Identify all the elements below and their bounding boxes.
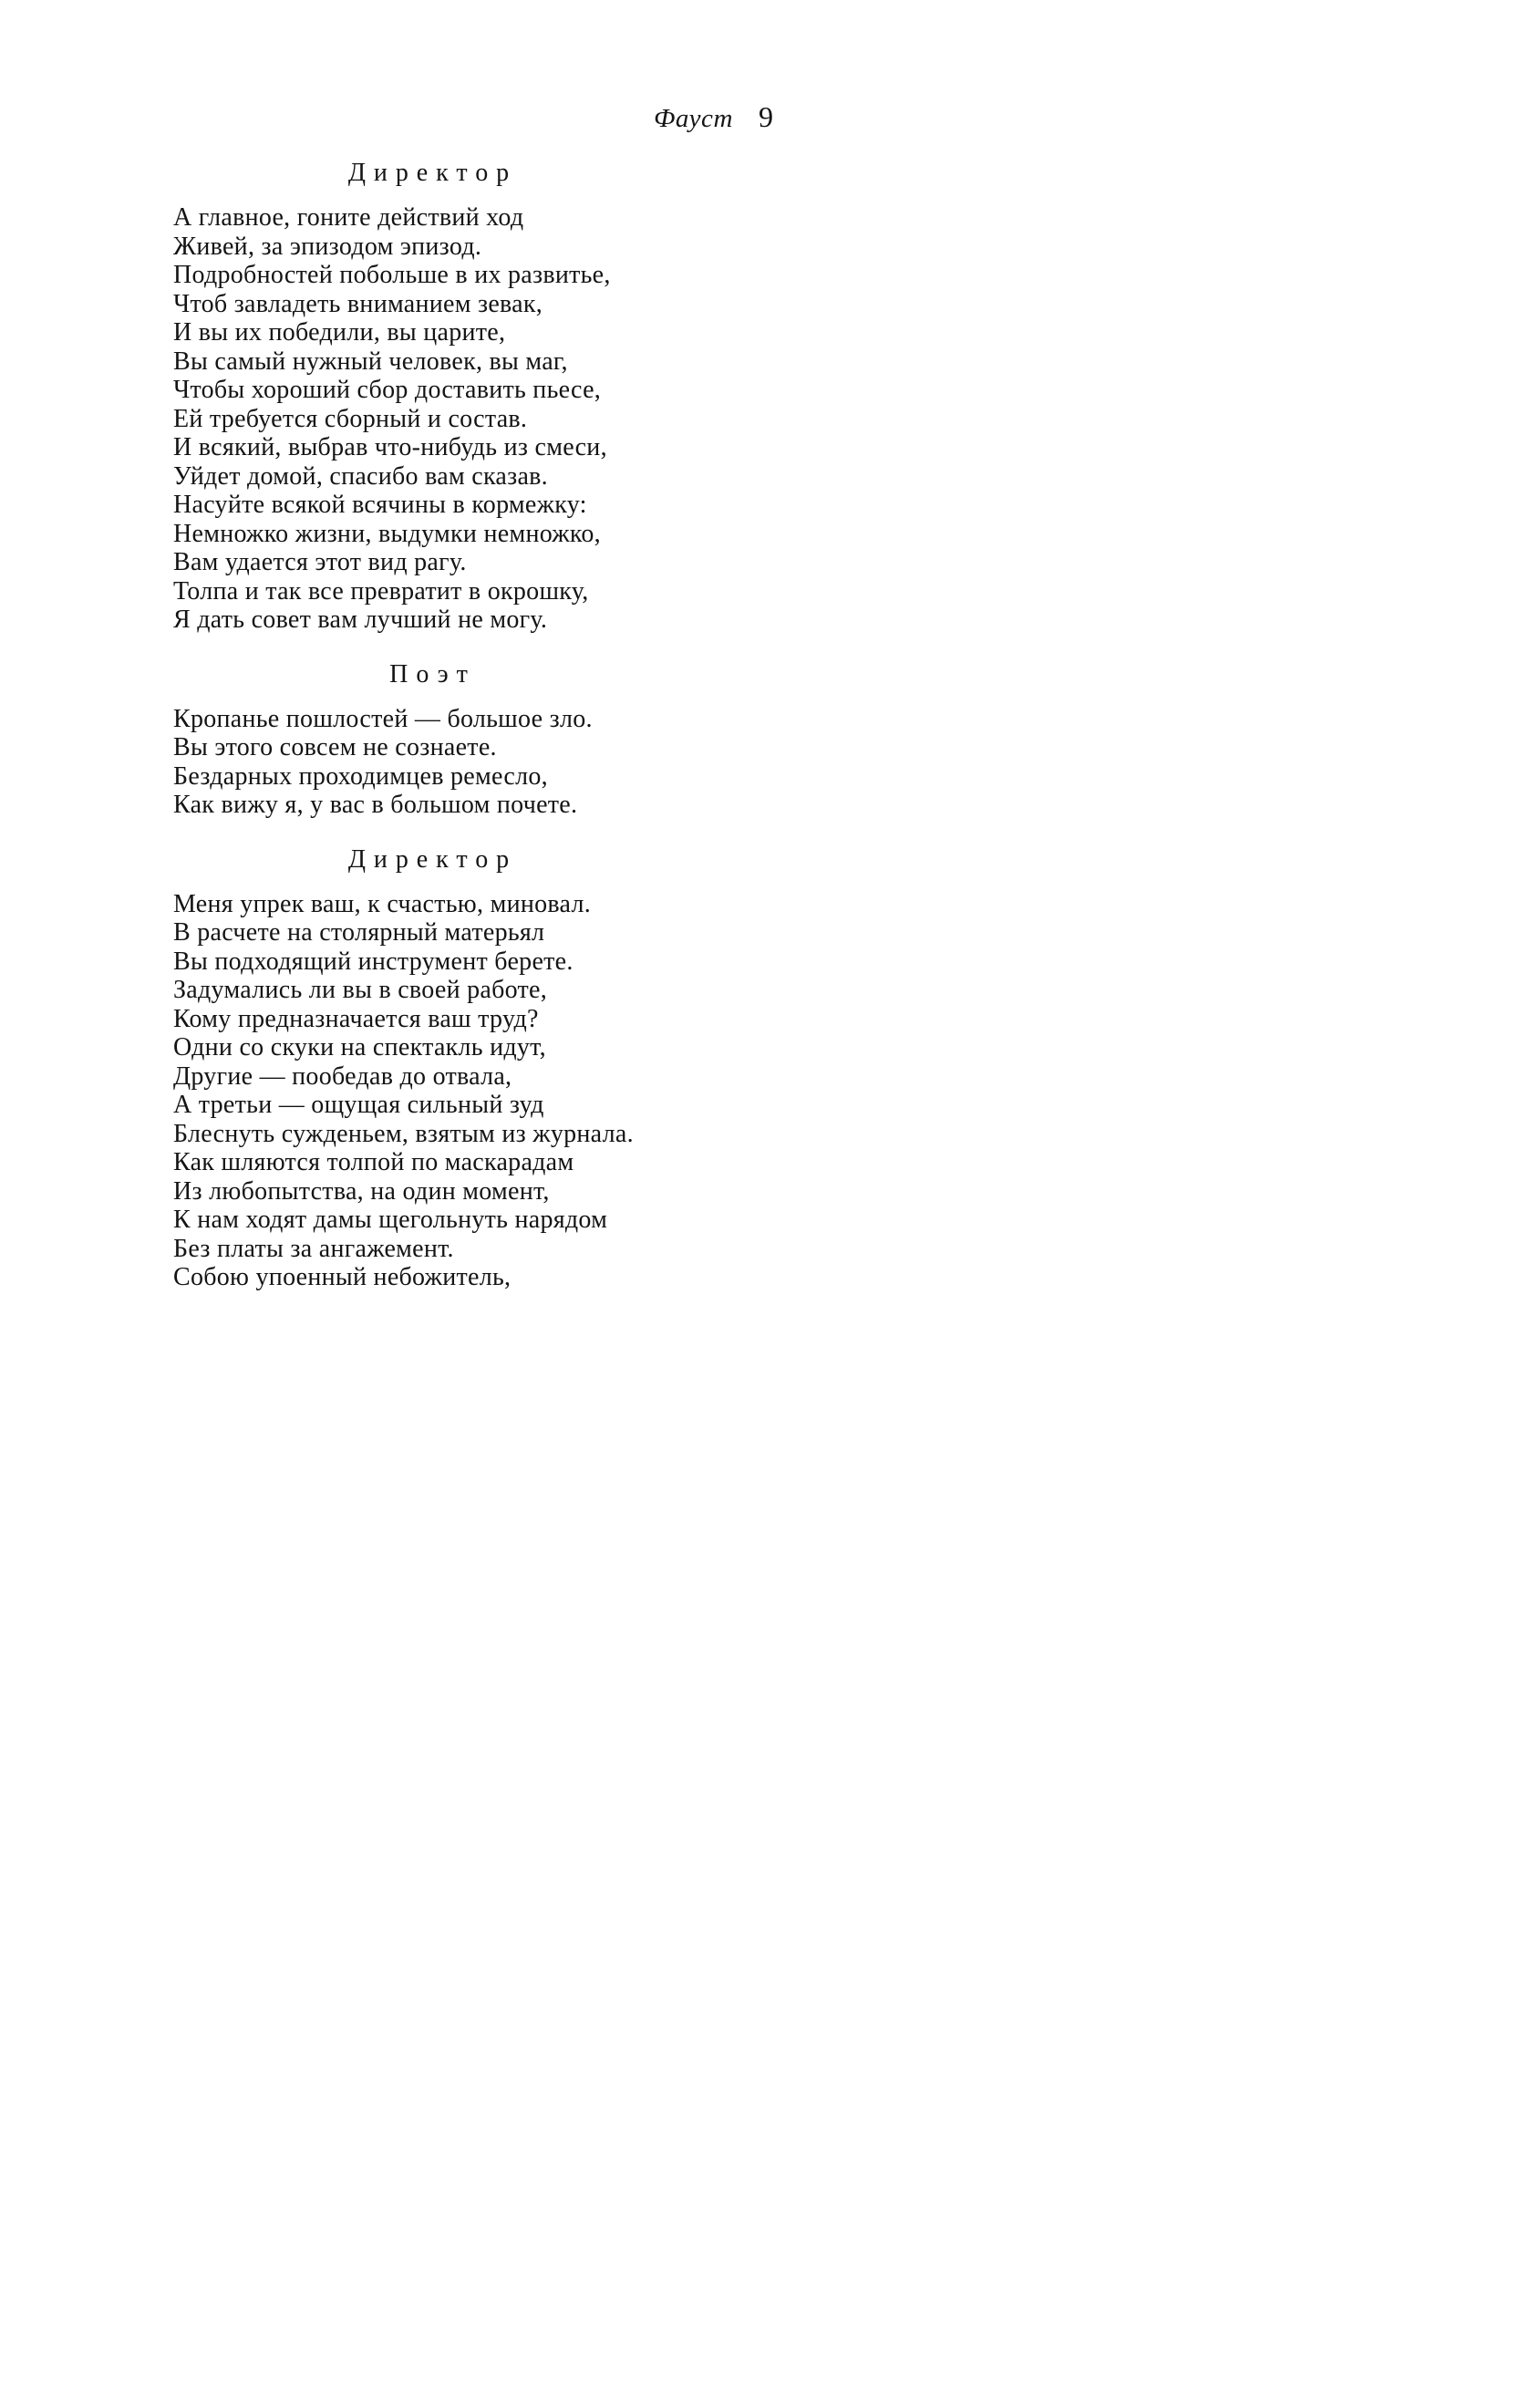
verse-line: Задумались ли вы в своей работе, [173,976,548,1004]
verse-line: Вы этого совсем не сознаете. [173,733,497,761]
dialogue-section [173,159,773,635]
verse-line: Толпа и так все превратит в окрошку, [173,576,589,606]
verse-line: Вы самый нужный человек, вы маг, [173,347,568,376]
verse-line: Насуйте всякой всячины в кормежку: [173,491,587,519]
verse-line: Другие — пообедав до отвала, [173,1061,512,1091]
verse-line: Меня упрек ваш, к счастью, миновал. [173,889,591,918]
speaker-name: Директор [347,844,518,874]
verse-line: Без платы за ангажемент. [173,1234,454,1263]
verse-line: Я дать совет вам лучший не могу. [173,606,548,634]
verse-line: А третьи — ощущая сильный зуд [173,1091,544,1119]
speaker-name: Поэт [389,659,476,689]
verse-line: Из любопытства, на один момент, [173,1176,550,1206]
verse-line: Живей, за эпизодом эпизод. [173,232,482,261]
verse-line: Чтоб завладеть вниманием зевак, [173,289,543,318]
verse-line: В расчете на столярный матерьял [173,918,545,947]
verse-line: Чтобы хороший сбор доставить пьесе, [173,376,602,404]
verse-line: Собою упоенный небожитель, [173,1263,512,1291]
verse-line: И всякий, выбрав что-нибудь из смеси, [173,433,607,461]
verse-line: Подробностей побольше в их развитье, [173,261,611,289]
verse-line: К нам ходят дамы щегольнуть нарядом [173,1206,608,1234]
speaker-name: Директор [347,159,518,187]
verse-line: Кропанье пошлостей — большое зло. [173,704,593,733]
verse-line: Как вижу я, у вас в большом почете. [173,791,578,819]
page-content [173,159,773,1292]
verse-line: Вам удается этот вид рагу. [173,548,467,576]
verse-line: Одни со скуки на спектакль идут, [173,1033,546,1061]
running-title: Фауст [653,104,733,133]
verse-line: Немножко жизни, выдумки немножко, [173,519,601,548]
page-number: 9 [759,100,773,133]
verse-line: Ей требуется сборный и состав. [173,404,528,433]
dialogue-section [173,660,773,820]
verse-line: И вы их победили, вы царите, [173,318,506,347]
text-block [173,100,773,1292]
verse-line: Вы подходящий инструмент берете. [173,947,574,976]
verse-line: Уйдет домой, спасибо вам сказав. [173,461,548,491]
verse-line: Кому предназначается ваш труд? [173,1004,539,1033]
dialogue-section [173,845,773,1292]
verse-line: А главное, гоните действий ход [173,203,524,232]
verse-line: Бездарных проходимцев ремесло, [173,761,548,791]
verse-line: Блеснуть сужденьем, взятым из журнала. [173,1119,634,1148]
running-head [173,100,773,133]
verse-line: Как шляются толпой по маскарадам [173,1148,574,1176]
